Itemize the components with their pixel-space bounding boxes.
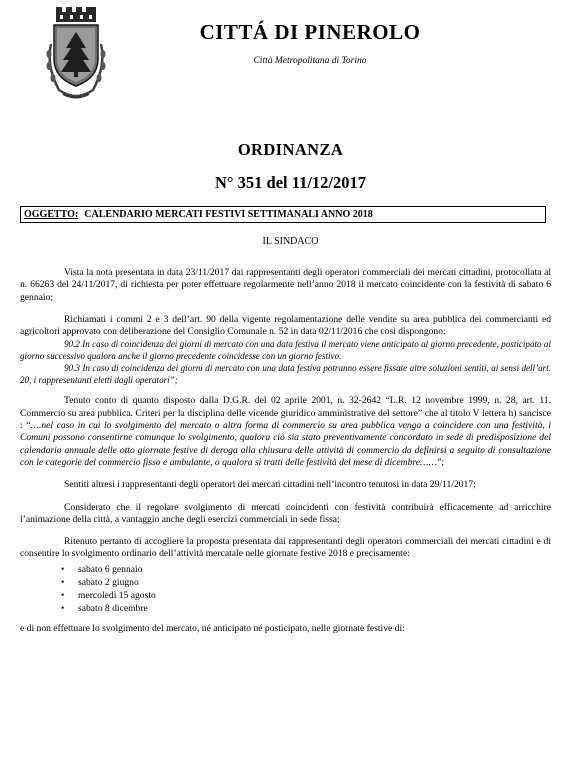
dgr-quoted-text: ….nel caso in cui lo svolgimento del mercato o altra forma di commercio su area pubblica venga a coincidere con una festività, i Comuni possono consentirne comunque lo svolgimento, qualora ciò sia stato preventivamente concordato in sede di predisposizione del calendario annuale delle otto giornate festive di deroga alla chiusura delle attività di commercio da definirsi a seguito di consultazione con le categorie del commercio fisso e ambulante, o qualora si tratti delle festività del mese di dicembre…… xyxy=(20,420,551,468)
bullet-icon: • xyxy=(61,589,65,601)
bullet-icon: • xyxy=(61,602,65,614)
ordinance-number: N° 351 del 11/12/2017 xyxy=(215,173,366,192)
subject-box xyxy=(20,206,546,223)
paragraph-sentiti: Sentiti altresì i rappresentanti degli operatori dei mercati cittadini nell’incontro tenutosi in data 29/11/2017; xyxy=(64,479,476,491)
quote-article-90-2: 90.2 In caso di coincidenza dei giorni di mercato con una data festiva il mercato viene anticipato al giorno precedente, posticipato al giorno successivo qualora anche il giorno precedente coincidesse con un giorno festivo. xyxy=(20,339,551,362)
paragraph-non-effettuare: e di non effettuare lo svolgimento del mercato, né anticipato né posticipato, nelle giornate festive di: xyxy=(20,622,405,634)
city-subtitle: Città Metropolitana di Torino xyxy=(253,56,367,66)
bullet-icon: • xyxy=(61,563,65,575)
issuer-heading: IL SINDACO xyxy=(262,236,319,247)
city-name-heading: CITTÁ DI PINEROLO xyxy=(199,20,421,44)
ordinance-body xyxy=(20,267,551,645)
paragraph-richiamati: Richiamati i commi 2 e 3 dell’art. 90 della vigente regolamentazione delle vendite su area pubblica dei commercianti ed agricoltori approvato con deliberazione del Consiglio Comunale n. 52 in data 02/11/2016 che così dispongono: xyxy=(20,313,551,338)
subject-label: OGGETTO: xyxy=(24,209,79,220)
festive-date: sabato 6 gennaio xyxy=(78,563,143,575)
list-item xyxy=(61,602,551,615)
festive-date: mercoledì 15 agosto xyxy=(78,589,156,601)
list-item xyxy=(61,576,551,589)
document-type-title: ORDINANZA xyxy=(237,140,344,159)
festive-dates-list xyxy=(20,563,551,615)
paragraph-tenuto-conto xyxy=(20,395,551,469)
paragraph-ritenuto: Ritenuto pertanto di accogliere la proposta presentata dai rappresentanti degli operatori commerciali dei mercati cittadini e di consentire lo svolgimento ordinario dell’attività mercatale nelle giornate festive 2018 e precisamente: xyxy=(20,536,551,560)
bullet-icon: • xyxy=(61,576,65,588)
list-item xyxy=(61,589,551,602)
quote-article-90-3: 90.3 In caso di coincidenza dei giorni di mercato con una data festiva potranno essere fissate altre soluzioni sentiti, ai sensi dell’art. 20, i rappresentanti eletti dagli operatori”; xyxy=(20,363,551,386)
city-coat-of-arms-logo xyxy=(43,4,109,102)
dgr-reference-text: Tenuto conto di quanto disposto dalla D.G.R. del 02 aprile 2001, n. 32-2642 “L.R. 12 novembre 1999, n. 28, art. 11. Commercio su area pubblica. Criteri per la disciplina delle vicende giuridico amministrative del settore” che al titolo V lettera h) sancisce : “ xyxy=(20,395,551,432)
festive-date: sabato 2 giugno xyxy=(78,576,139,588)
subject-text: CALENDARIO MERCATI FESTIVI SETTIMANALI ANNO 2018 xyxy=(84,209,373,220)
festive-date: sabato 8 dicembre xyxy=(78,602,148,614)
list-item xyxy=(61,563,551,576)
paragraph-vista: Vista la nota presentata in data 23/11/2017 dai rappresentanti degli operatori commerciali dei mercati cittadini, protocollata al n. 66263 del 24/11/2017, di richiesta per poter effettuare regolarmente nell’anno 2018 il mercato coincidente con la festività di sabato 6 gennaio; xyxy=(20,267,551,303)
paragraph-considerato: Considerato che il regolare svolgimento di mercati coincidenti con festività contribuirà efficacemente ad arricchire l’animazione della città, a vantaggio anche degli esercizi commerciali in sede fissa; xyxy=(20,501,551,525)
dgr-quote-close: ”; xyxy=(437,456,445,468)
